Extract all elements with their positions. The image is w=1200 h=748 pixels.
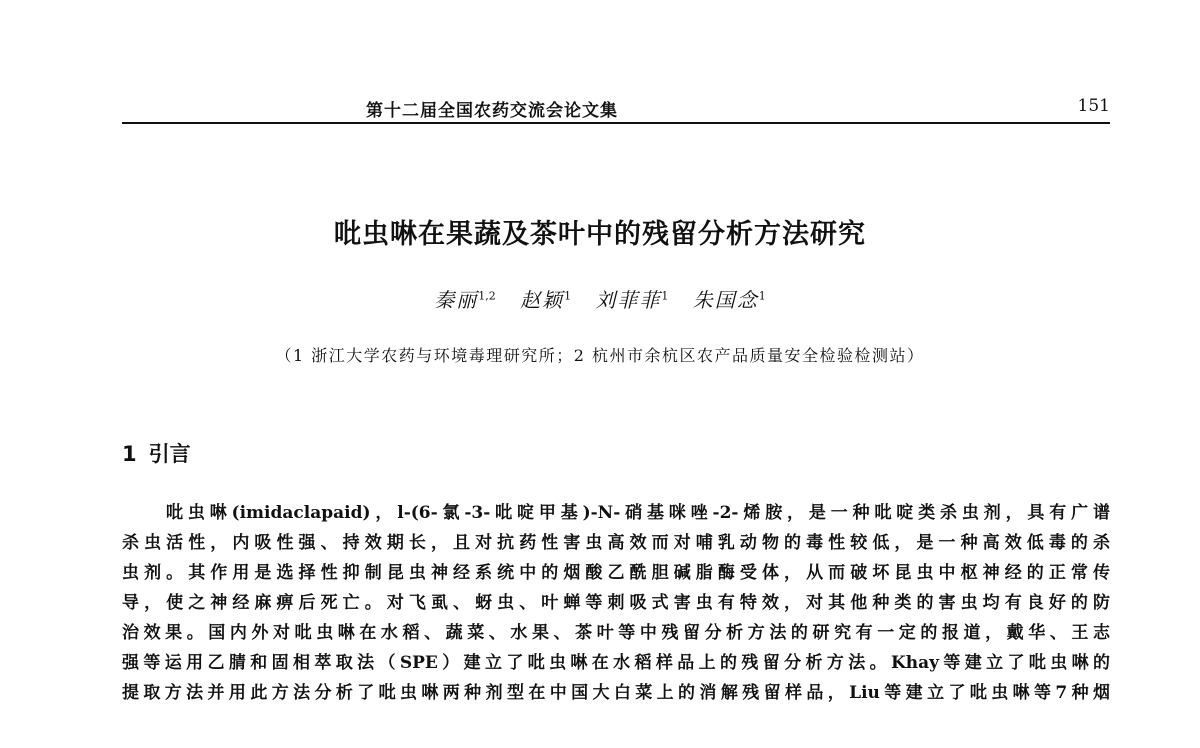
paragraph-line: 吡虫啉(imidaclapaid)，l-(6-氯-3-吡啶甲基)-N-硝基咪唑-2-烯胺，是一种吡啶类杀虫剂，具有广谱 (166, 503, 1110, 523)
section-heading (122, 438, 191, 468)
author (595, 288, 668, 312)
author (520, 288, 571, 312)
section-number: 1 (122, 442, 137, 466)
paragraph-line: 杀虫活性，内吸性强、持效期长，且对抗药性害虫高效而对哺乳动物的毒性较低，是一种高效低毒的杀 (122, 533, 1110, 553)
body-paragraph (122, 498, 1110, 708)
running-header (122, 96, 1110, 124)
author-name: 秦丽 (434, 288, 479, 312)
author (693, 288, 766, 312)
author (434, 288, 496, 312)
affiliation-marker: 1 (564, 289, 572, 303)
paragraph-line: 治效果。国内外对吡虫啉在水稻、蔬菜、水果、茶叶等中残留分析方法的研究有一定的报道，戴华、王志 (122, 623, 1110, 643)
journal-title: 第十二届全国农药交流会论文集 (366, 101, 618, 121)
author-list (0, 284, 1200, 313)
affiliation-marker: 1,2 (478, 289, 496, 303)
author-name: 赵颖 (520, 288, 565, 312)
author-name: 刘菲菲 (595, 288, 662, 312)
paragraph-line: 提取方法并用此方法分析了吡虫啉两种剂型在中国大白菜上的消解残留样品，Liu等建立了吡虫啉等7种烟 (122, 683, 1110, 703)
paragraph-line: 强等运用乙腈和固相萃取法（SPE）建立了吡虫啉在水稻样品上的残留分析方法。Khay等建立了吡虫啉的 (122, 653, 1110, 673)
author-name: 朱国念 (692, 288, 759, 312)
article-title: 吡虫啉在果蔬及茶叶中的残留分析方法研究 (334, 219, 866, 250)
section-title: 引言 (148, 442, 191, 466)
page-number: 151 (1077, 96, 1110, 116)
paragraph-line: 导，使之神经麻痹后死亡。对飞虱、蚜虫、叶蝉等刺吸式害虫有特效，对其他种类的害虫均有良好的防 (122, 593, 1110, 613)
affiliation-line: （1 浙江大学农药与环境毒理研究所；2 杭州市余杭区农产品质量安全检验检测站） (275, 346, 925, 365)
affiliation-marker: 1 (661, 289, 669, 303)
affiliation-marker: 1 (758, 289, 766, 303)
paragraph-line: 虫剂。其作用是选择性抑制昆虫神经系统中的烟酸乙酰胆碱脂酶受体，从而破坏昆虫中枢神经的正常传 (122, 563, 1110, 583)
